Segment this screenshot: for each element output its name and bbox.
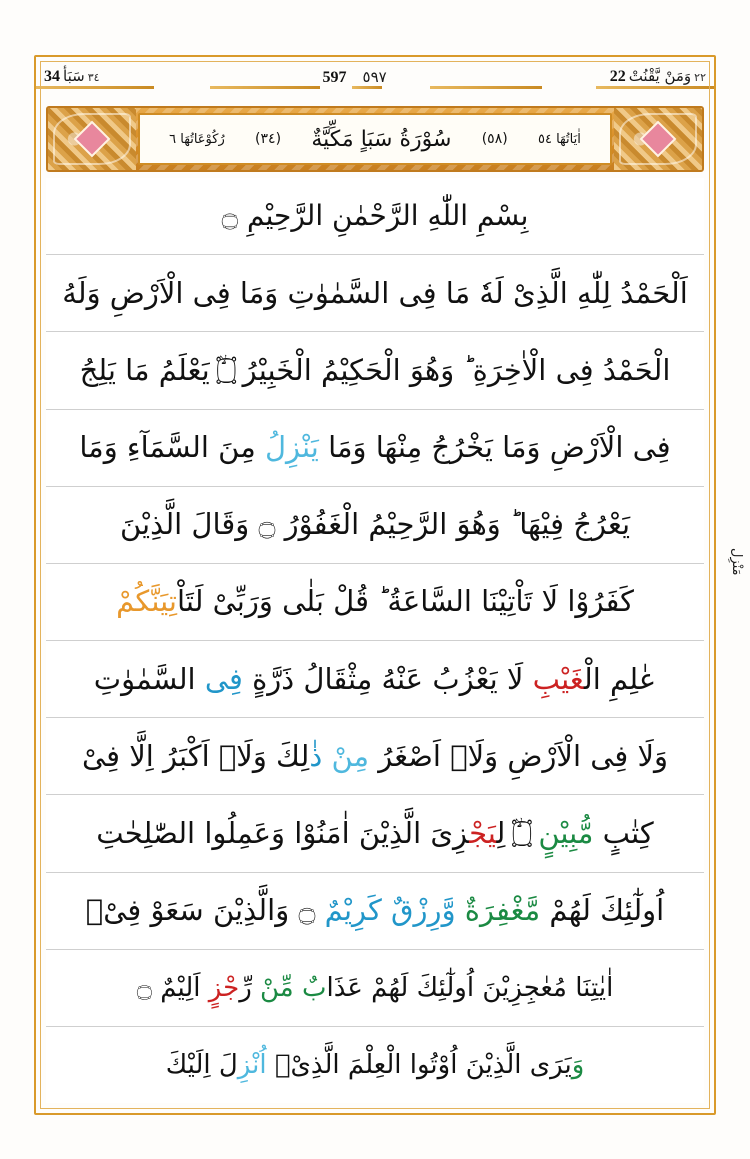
ayah-segment: مِنَ السَّمَآءِ وَمَا bbox=[79, 430, 265, 465]
ayah-line bbox=[46, 873, 704, 950]
ayah-segment: السَّمٰوٰتِ bbox=[93, 661, 205, 696]
line-1 bbox=[62, 271, 688, 316]
line-11 bbox=[166, 1045, 585, 1085]
ayah-segment bbox=[456, 893, 465, 927]
ayah-segment: وَّرِزْقٌ كَرِیْمٌ bbox=[324, 893, 456, 928]
ayah-segment: عٰلِمِ الْ bbox=[583, 661, 657, 696]
ayah-line bbox=[46, 410, 704, 487]
ayah-segment: فِی الْاَرْضِ وَمَا یَخْرُجُ مِنْهَا وَمَا bbox=[318, 430, 671, 465]
ruku-count-label: رُكُوْعَاتُهَا ٦ bbox=[169, 131, 225, 147]
line-3 bbox=[79, 425, 670, 470]
ayah-segment: اٰیٰتِنَا مُعٰجِزِیْنَ اُولٰٓئِكَ لَهُمْ عَذَا bbox=[326, 972, 614, 1003]
ayah-segment: مِنْ bbox=[331, 738, 370, 773]
surah-number-arabic: ٣٤ bbox=[87, 71, 100, 84]
ayah-segment: تِیَنَّكُمْ bbox=[116, 584, 177, 619]
juz-name-arabic: وَمَنْ يَّقْنُتْ bbox=[628, 67, 692, 85]
surah-title-text: سُوْرَةُ سَبَاٍ مَكِّیَّةٌ bbox=[311, 126, 452, 152]
juz-number-arabic: ٢٢ bbox=[694, 71, 706, 84]
banner-ornament-left-icon bbox=[614, 108, 702, 170]
ayah-segment: لِكَ وَلَاۤ اَكْبَرُ اِلَّا فِیْ bbox=[81, 738, 310, 773]
line-10 bbox=[137, 968, 614, 1008]
ayah-line bbox=[46, 332, 704, 409]
ayah-line bbox=[46, 255, 704, 332]
ayah-segment: رِّ bbox=[239, 972, 261, 1003]
page-number-latin: 597 bbox=[322, 68, 347, 86]
ayah-segment: وَ bbox=[571, 1049, 585, 1080]
ayah-line bbox=[46, 718, 704, 795]
surah-name-arabic: سَبَأ bbox=[63, 67, 85, 85]
ayah-segment: اُنْزِ bbox=[237, 1049, 267, 1080]
ayah-segment: ذٰ bbox=[309, 738, 323, 773]
ayah-segment: بِسْمِ اللّٰهِ الرَّحْمٰنِ الرَّحِیْمِ ۝ bbox=[221, 199, 529, 233]
ayah-segment: یَرَی الَّذِیْنَ اُوْتُوا الْعِلْمَ الَّذِیْۤ bbox=[266, 1049, 572, 1080]
ayah-segment: كَفَرُوْا لَا تَاْتِیْنَا السَّاعَةُ ؕ قُلْ بَلٰی وَرَبِّیْ لَتَاْ bbox=[176, 584, 634, 619]
ayah-segment: مَّغْفِرَةٌ bbox=[464, 893, 541, 928]
revelation-order-number: (٥٨) bbox=[481, 131, 508, 147]
ayah-segment: الْحَمْدُ فِی الْاٰخِرَةِ ؕ وَهُوَ الْحَكِیْمُ الْخَبِیْرُ ۝ۙ یَعْلَمُ مَا یَلِجُ bbox=[79, 352, 671, 387]
ayah-segment: بٌ bbox=[302, 972, 327, 1003]
ayah-segment: اَلْحَمْدُ لِلّٰهِ الَّذِیْ لَهٗ مَا فِی السَّمٰوٰتِ وَمَا فِی الْاَرْضِ وَلَهُ bbox=[62, 275, 688, 310]
manzil-margin-note: مَنْزِل bbox=[729, 548, 744, 576]
ayah-segment: جْزٍ bbox=[208, 972, 240, 1003]
quran-text-block bbox=[46, 178, 704, 1103]
ayah-segment: اُولٰٓئِكَ لَهُمْ bbox=[540, 893, 665, 928]
surah-number-latin: 34 bbox=[44, 68, 61, 85]
ayah-line bbox=[46, 1027, 704, 1103]
ayah-segment: كِتٰبٍ bbox=[593, 815, 654, 850]
line-2 bbox=[80, 348, 671, 393]
ayah-segment: ۝ۙ لِ bbox=[496, 815, 539, 850]
ayah-segment: اَلِیْمٌ ۝ bbox=[136, 972, 209, 1003]
ayah-line bbox=[46, 950, 704, 1027]
ayat-count-label: اٰیَاتُهَا ٥٤ bbox=[537, 131, 581, 147]
ayah-segment: فِی bbox=[204, 661, 243, 696]
line-7 bbox=[82, 734, 668, 779]
juz-number-latin: 22 bbox=[609, 68, 626, 85]
ayah-line bbox=[46, 795, 704, 872]
line-4 bbox=[120, 502, 630, 547]
ayah-line bbox=[46, 641, 704, 718]
banner-ornament-right-icon bbox=[48, 108, 136, 170]
ayah-segment: مُّبِیْنٍ bbox=[538, 815, 594, 850]
ayah-segment: مِّنْ bbox=[260, 972, 294, 1003]
line-8 bbox=[96, 811, 653, 856]
ayah-line bbox=[46, 564, 704, 641]
banner-inner-field bbox=[138, 113, 612, 165]
bismillah bbox=[222, 194, 529, 237]
ayah-segment: یَعْرُجُ فِیْهَا ؕ وَهُوَ الرَّحِیْمُ الْغَفُوْرُ ۝ وَقَالَ الَّذِیْنَ bbox=[119, 507, 631, 542]
ayah-segment: یَجْ bbox=[469, 815, 497, 850]
line-5 bbox=[116, 579, 634, 624]
line-6 bbox=[94, 657, 656, 702]
ayah-segment: لَا یَعْزُبُ عَنْهُ مِثْقَالُ ذَرَّةٍ bbox=[242, 661, 533, 696]
ayah-segment: ۝ وَالَّذِیْنَ سَعَوْ فِیْۤ bbox=[85, 893, 325, 928]
ayah-segment: زِیَ الَّذِیْنَ اٰمَنُوْا وَعَمِلُوا الصّٰلِحٰتِ bbox=[96, 815, 470, 850]
ayah-segment: وَلَا فِی الْاَرْضِ وَلَاۤ اَصْغَرُ bbox=[369, 738, 669, 773]
ayah-segment: لَ اِلَیْكَ bbox=[165, 1049, 238, 1080]
line-9 bbox=[86, 888, 664, 933]
ayah-segment: یَنْزِلُ bbox=[264, 430, 319, 465]
ayah-segment bbox=[294, 973, 302, 1003]
surah-order-number: (٣٤) bbox=[255, 131, 282, 147]
surah-title-banner bbox=[46, 106, 704, 172]
ayah-segment: غَیْبِ bbox=[532, 661, 584, 696]
ayah-line bbox=[46, 178, 704, 255]
page-number-arabic: ٥٩٧ bbox=[362, 67, 387, 86]
ayah-line bbox=[46, 487, 704, 564]
